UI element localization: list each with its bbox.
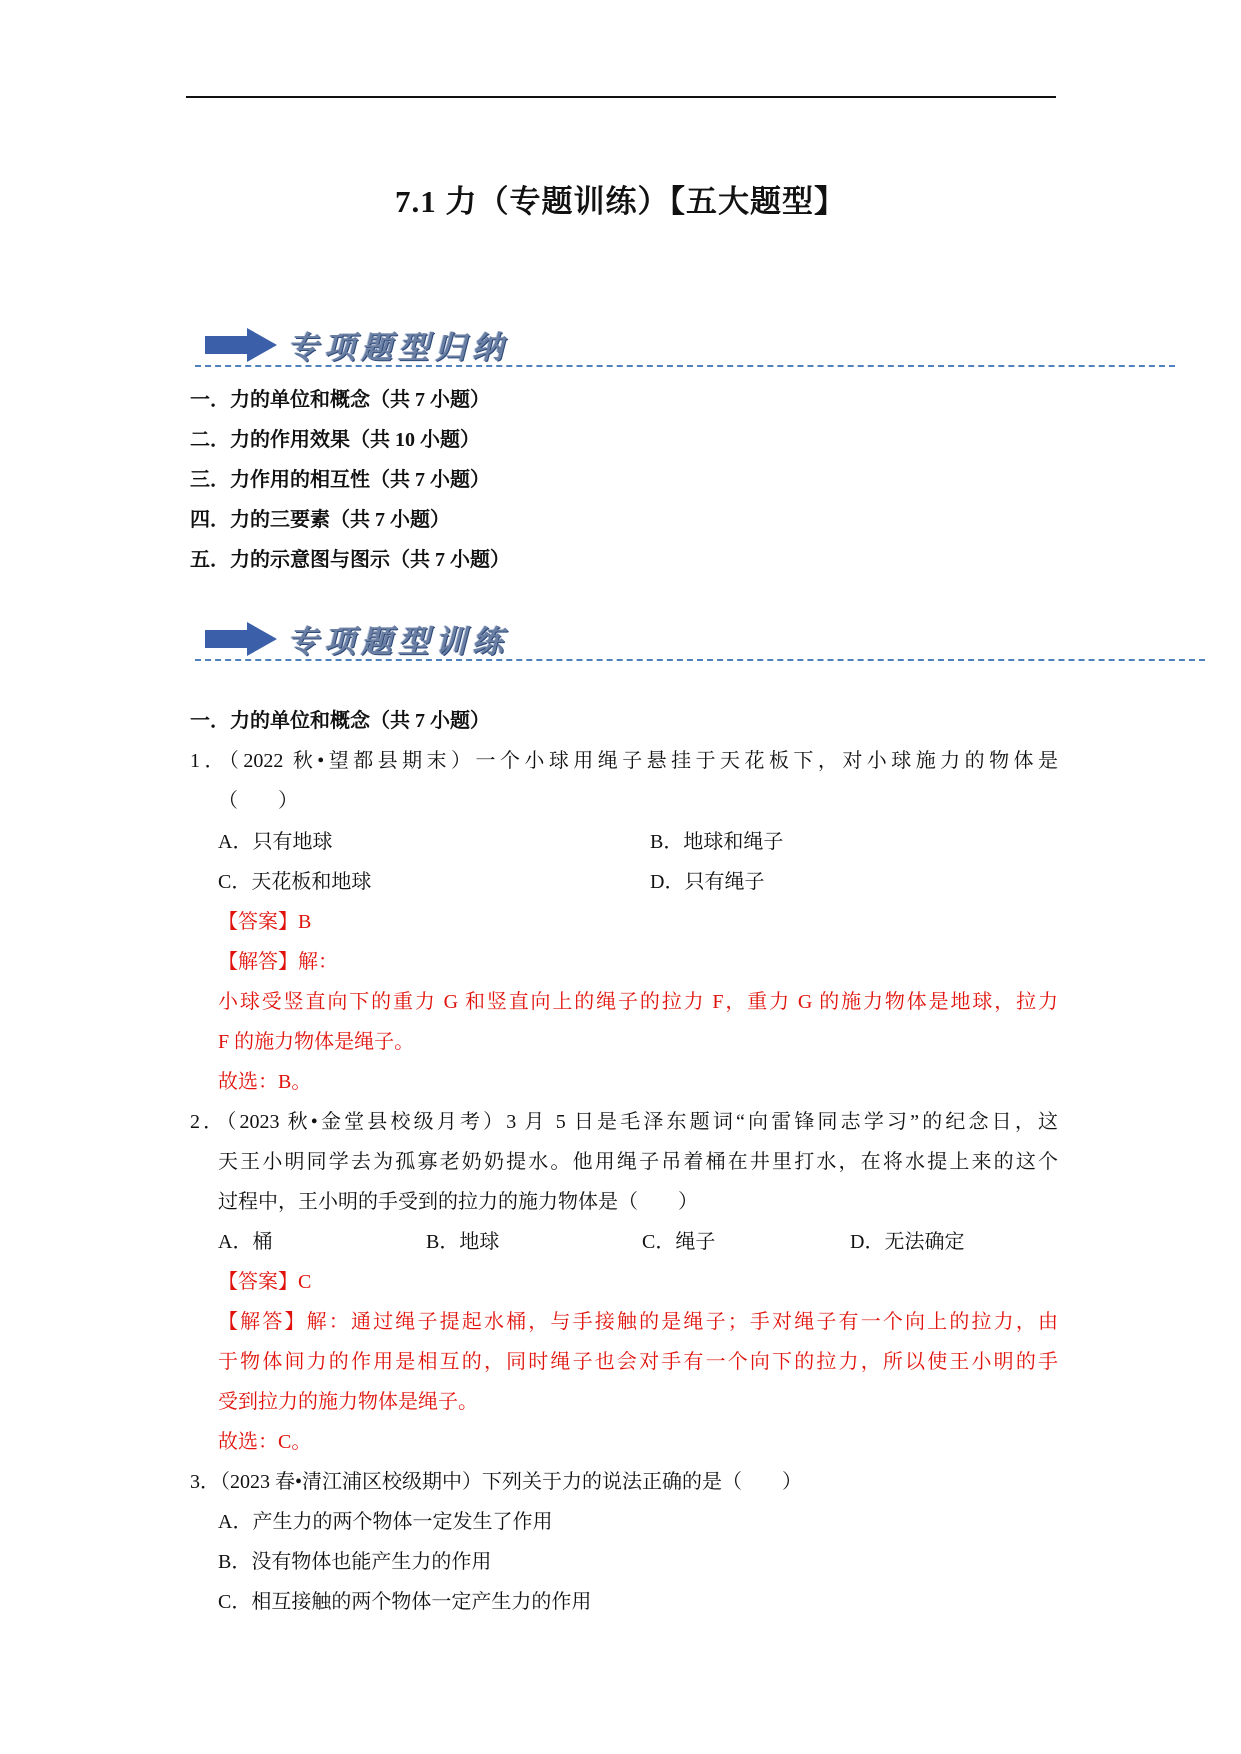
question-2-line: 天王小明同学去为孤寡老奶奶提水。他用绳子吊着桶在井里打水，在将水提上来的这个	[218, 1151, 1058, 1173]
question-2-analysis	[218, 1302, 1058, 1342]
right-arrow-icon	[205, 328, 277, 362]
question-2-choice: 故选：C。	[218, 1431, 312, 1453]
question-2-stem-cont	[218, 1142, 1058, 1182]
analysis-line: 【解答】解：通过绳子提起水桶，与手接触的是绳子；手对绳子有一个向上的拉力，由	[218, 1311, 1058, 1333]
question-3-option-b: B．没有物体也能产生力的作用	[218, 1551, 492, 1573]
header-rule	[186, 96, 1056, 98]
question-2-option-c: C．绳子	[642, 1231, 716, 1253]
question-2-option-b: B．地球	[426, 1231, 500, 1253]
toc-item: 四．力的三要素（共 7 小题）	[190, 509, 450, 531]
toc-item: 二．力的作用效果（共 10 小题）	[190, 429, 480, 451]
question-2-analysis-cont	[218, 1342, 1058, 1382]
summary-banner-label: 专项题型归纳	[287, 330, 509, 366]
question-1-option-c: C．天花板和地球	[218, 871, 372, 893]
question-1-option-b: B．地球和绳子	[650, 831, 784, 853]
question-1-option-d: D．只有绳子	[650, 871, 765, 893]
analysis-line: 小球受竖直向下的重力 G 和竖直向上的绳子的拉力 F，重力 G 的施力物体是地球，拉力	[218, 991, 1058, 1013]
banner-dashed-rule	[195, 659, 1205, 661]
analysis-line: 于物体间力的作用是相互的，同时绳子也会对手有一个向下的拉力，所以使王小明的手	[218, 1351, 1058, 1373]
toc-item: 一．力的单位和概念（共 7 小题）	[190, 389, 490, 411]
banner-dashed-rule	[195, 365, 1175, 367]
question-2-stem-end: 过程中，王小明的手受到的拉力的施力物体是（ ）	[218, 1191, 698, 1213]
toc-item: 五．力的示意图与图示（共 7 小题）	[190, 549, 510, 571]
toc-item: 三．力作用的相互性（共 7 小题）	[190, 469, 490, 491]
question-2-stem	[190, 1102, 1058, 1142]
training-banner	[205, 612, 1205, 672]
question-1-bracket: （ ）	[218, 790, 298, 812]
question-1-line: 1．（2022 秋•望都县期末）一个小球用绳子悬挂于天花板下，对小球施力的物体是	[190, 750, 1058, 772]
question-1-stem	[190, 741, 1058, 781]
right-arrow-icon	[205, 622, 277, 656]
question-2-option-d: D．无法确定	[850, 1231, 965, 1253]
summary-banner	[205, 318, 1205, 378]
section-heading: 一．力的单位和概念（共 7 小题）	[190, 710, 490, 732]
document-title: 7.1 力（专题训练）【五大题型】	[395, 184, 846, 219]
training-banner-label: 专项题型训练	[287, 624, 509, 660]
question-3-option-a: A．产生力的两个物体一定发生了作用	[218, 1511, 553, 1533]
question-1-analysis	[218, 982, 1058, 1022]
question-2-analysis-end: 受到拉力的施力物体是绳子。	[218, 1391, 478, 1413]
question-1-analysis-label: 【解答】解：	[218, 951, 338, 973]
question-1-option-a: A．只有地球	[218, 831, 333, 853]
question-3-option-c: C．相互接触的两个物体一定产生力的作用	[218, 1591, 592, 1613]
question-2-option-a: A．桶	[218, 1231, 273, 1253]
question-1-analysis-cont: F 的施力物体是绳子。	[218, 1031, 415, 1053]
question-2-answer: 【答案】C	[218, 1271, 312, 1293]
topic-summary-list	[190, 380, 510, 580]
question-1-choice: 故选：B。	[218, 1071, 312, 1093]
question-3-stem: 3．（2023 春•清江浦区校级期中）下列关于力的说法正确的是（ ）	[190, 1471, 803, 1493]
question-2-line: 2．（2023 秋•金堂县校级月考）3 月 5 日是毛泽东题词“向雷锋同志学习”的纪念日，这	[190, 1111, 1058, 1133]
question-1-answer: 【答案】B	[218, 911, 312, 933]
